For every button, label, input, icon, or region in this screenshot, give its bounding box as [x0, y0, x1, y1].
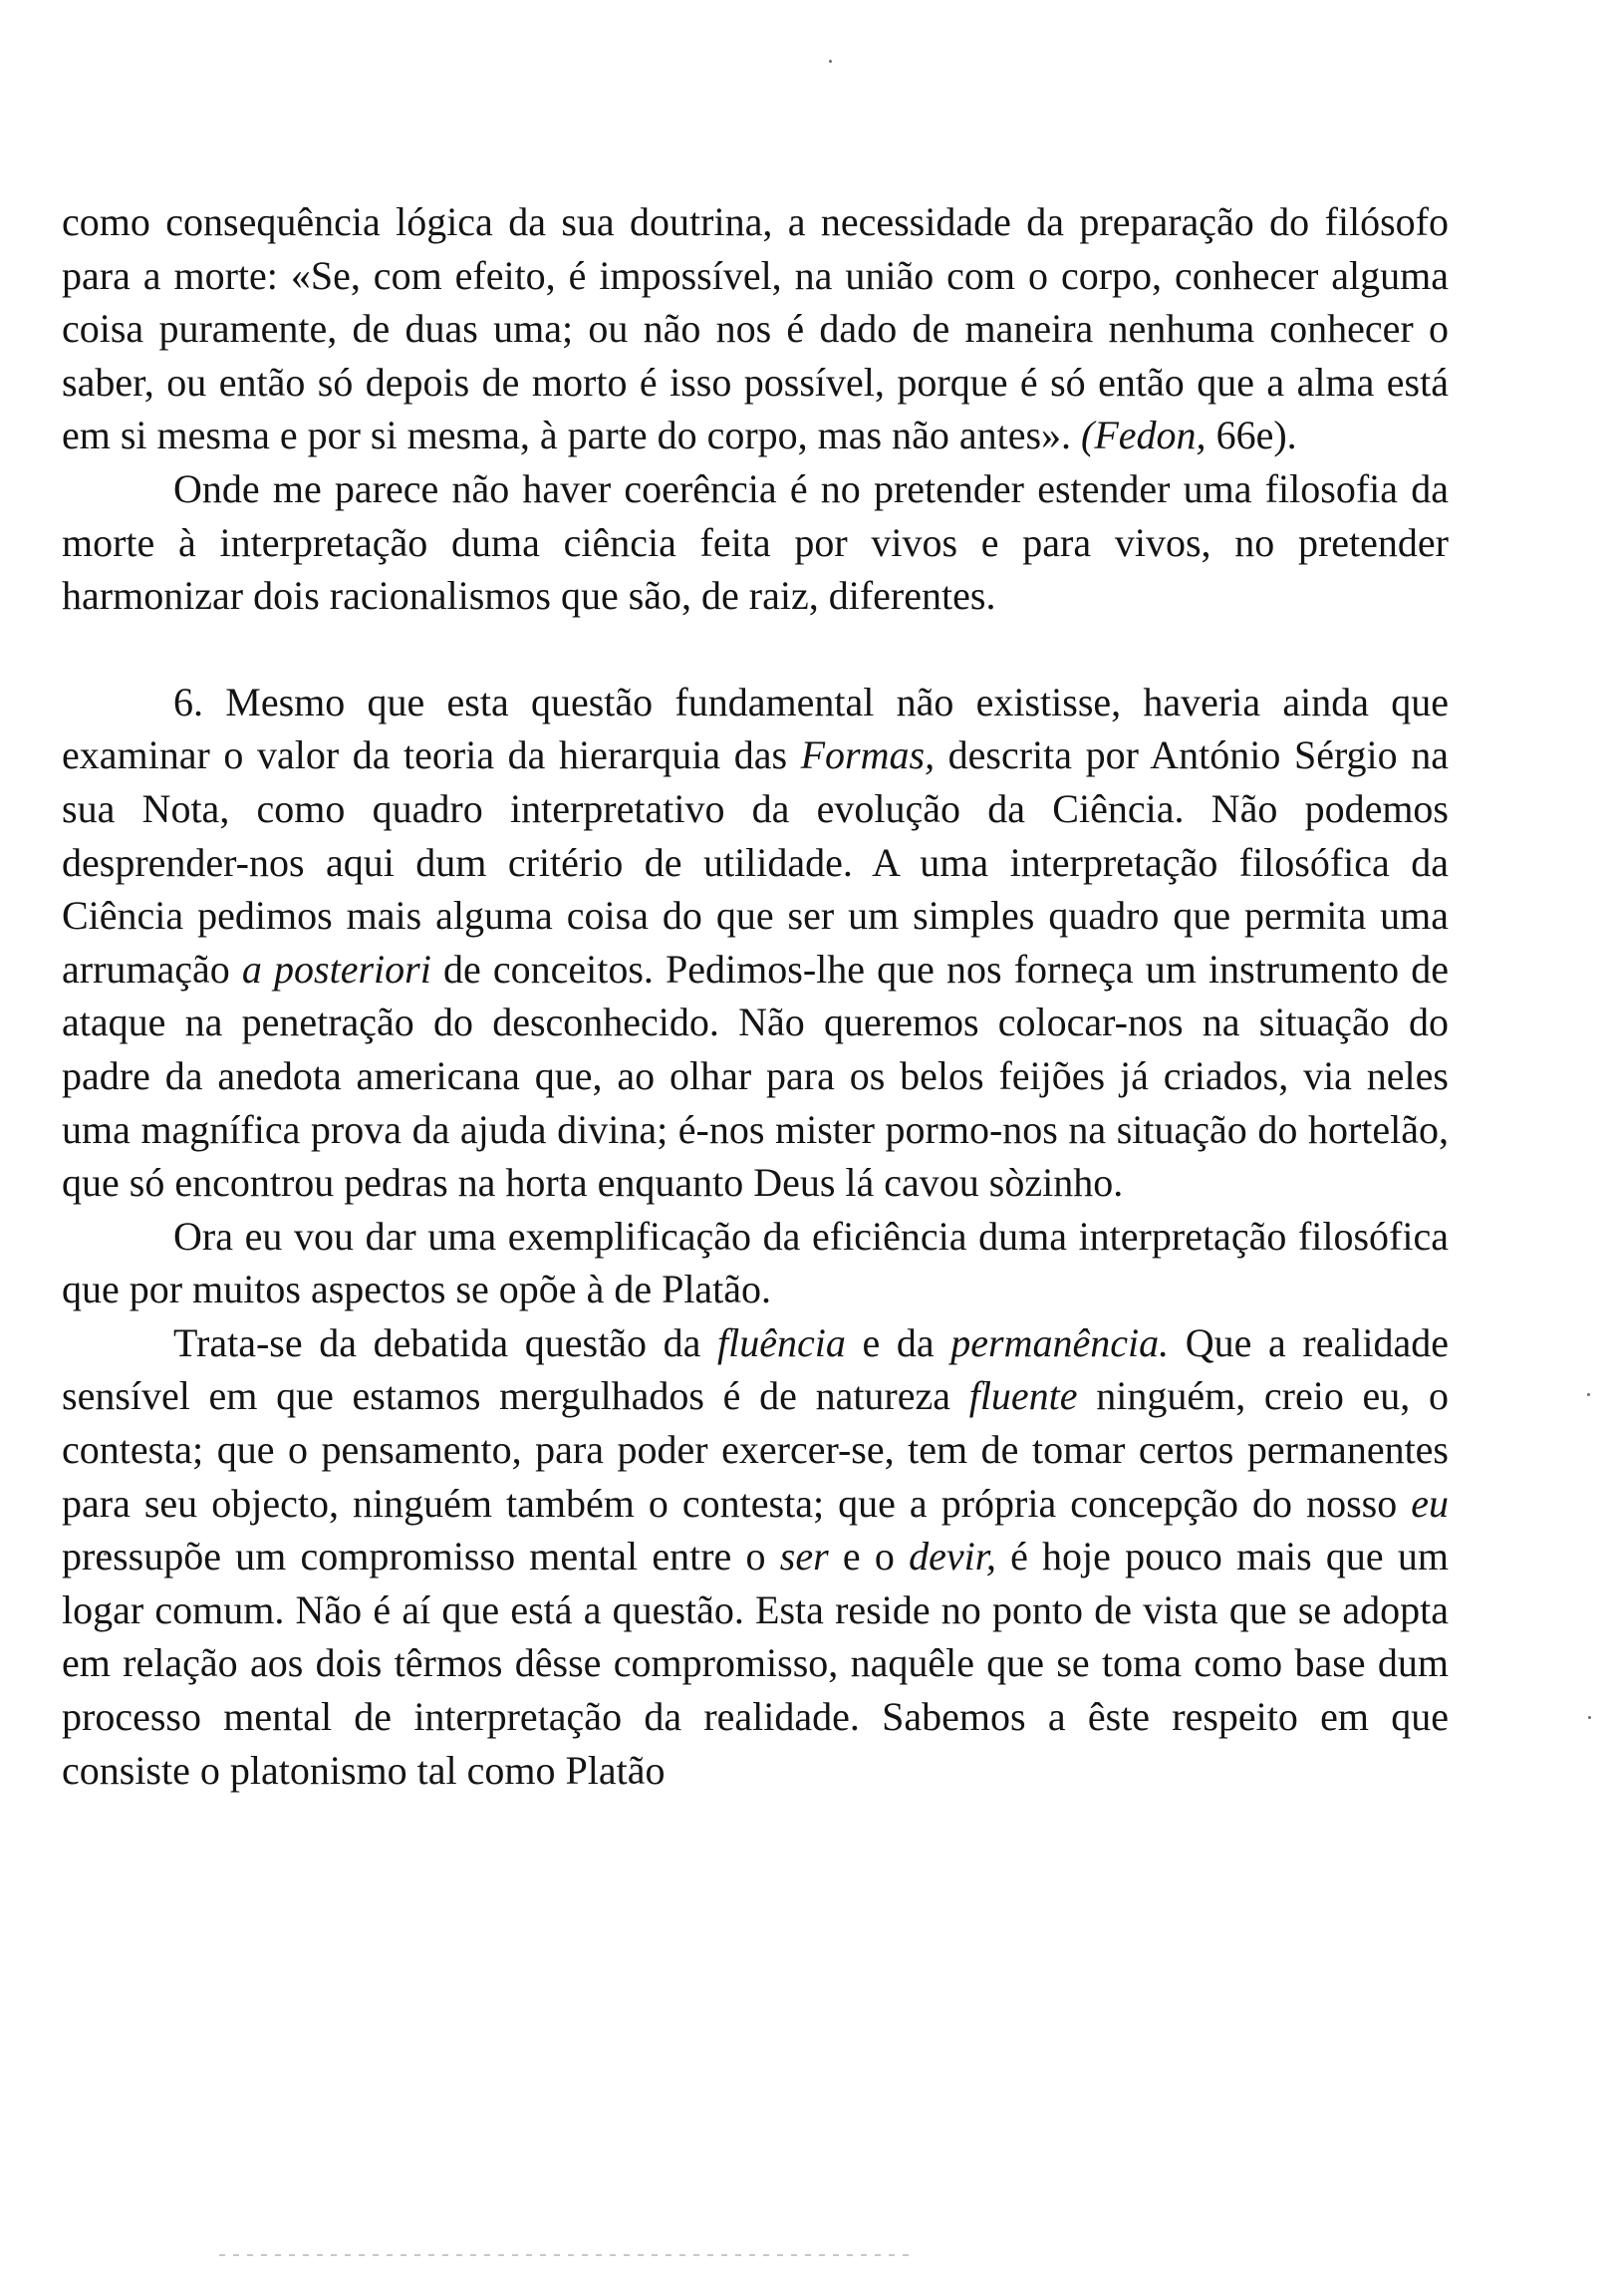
text-run: Que a realidade sensível em que estamos mergulhados é de natureza [62, 1319, 1449, 1419]
italic-term: fluente [968, 1373, 1078, 1419]
italic-term: fluência [717, 1319, 846, 1365]
scan-speck [1588, 1716, 1591, 1719]
text-run: descrita por António Sérgio na sua Nota, como quadro interpretativo da evolução da Ciência. Não podemos desprender-nos aqui dum critério de utilidade. A uma interpretação filosófica da Ciência pedimos mais alguma coisa do que ser um simples quadro que permita uma arrumação [62, 732, 1449, 992]
text-run: como consequência lógica da sua doutrina, a necessidade da preparação do filósofo para a morte: «Se, com efeito, é impossível, na união com o corpo, conhecer alguma coisa puramente, de duas uma; ou não nos é dado de maneira nenhuma conhecer o saber, ou então só depois de morto é isso possível, porque é só então que a alma está em si mesma e por si mesma, à parte do corpo, mas não antes». [62, 199, 1449, 458]
scan-bottom-artifact [219, 2254, 917, 2256]
text-run: Trata-se da debatida questão da [173, 1319, 717, 1365]
paragraph [62, 676, 1449, 1210]
paragraph [62, 195, 1449, 462]
citation-title: (Fedon, [1081, 413, 1207, 458]
italic-term: devir, [909, 1534, 996, 1579]
text-run: ninguém, creio eu, o contesta; que o pensamento, para poder exercer-se, tem de tomar certos permanentes para seu objecto, ninguém também o contesta; que a própria concepção do nosso [62, 1373, 1449, 1526]
text-run: de conceitos. Pedimos-lhe que nos forneça um instrumento de ataque na penetração do desconhecido. Não queremos colocar-nos na situação do padre da anedota americana que, ao olhar para os belos feijões já criados, via neles uma magnífica prova da ajuda divina; é-nos mister pormo-nos na situação do hortelão, que só encontrou pedras na horta enquanto Deus lá cavou sòzinho. [62, 946, 1449, 1206]
italic-term: Formas, [800, 732, 936, 778]
scan-speck [1587, 1393, 1590, 1396]
citation-reference: 66e). [1206, 413, 1297, 458]
text-run: 6. Mesmo que esta questão fundamental não existisse, haveria ainda que examinar o valor da teoria da hierarquia das [62, 679, 1449, 778]
scan-speck [829, 60, 832, 63]
italic-term: ser [779, 1534, 829, 1579]
body-text [62, 195, 1449, 1797]
paragraph [62, 1316, 1449, 1797]
text-run: e o [828, 1534, 910, 1579]
text-run: Ora eu vou dar uma exemplificação da eficiência duma interpretação filosófica que por muitos aspectos se opõe à de Platão. [62, 1213, 1449, 1312]
text-run: Onde me parece não haver coerência é no pretender estender uma filosofia da morte à interpretação duma ciência feita por vivos e para vivos, no pretender harmonizar dois racionalismos que são, de raiz, diferentes. [62, 465, 1449, 619]
paragraph [62, 1210, 1449, 1316]
text-run: pressupõe um compromisso mental entre o [62, 1534, 780, 1579]
text-run: e da [845, 1319, 951, 1365]
paragraph [62, 462, 1449, 623]
section-gap [62, 623, 1449, 676]
text-run: é hoje pouco mais que um logar comum. Não é aí que está a questão. Esta reside no ponto de vista que se adopta em relação aos dois têrmos dêsse compromisso, naquêle que se toma como base dum processo mental de interpretação da realidade. Sabemos a êste respeito em que consiste o platonismo tal como Platão [62, 1534, 1449, 1793]
italic-term: a posteriori [241, 946, 431, 992]
italic-term: permanência. [950, 1319, 1170, 1365]
italic-term: eu [1411, 1480, 1449, 1526]
